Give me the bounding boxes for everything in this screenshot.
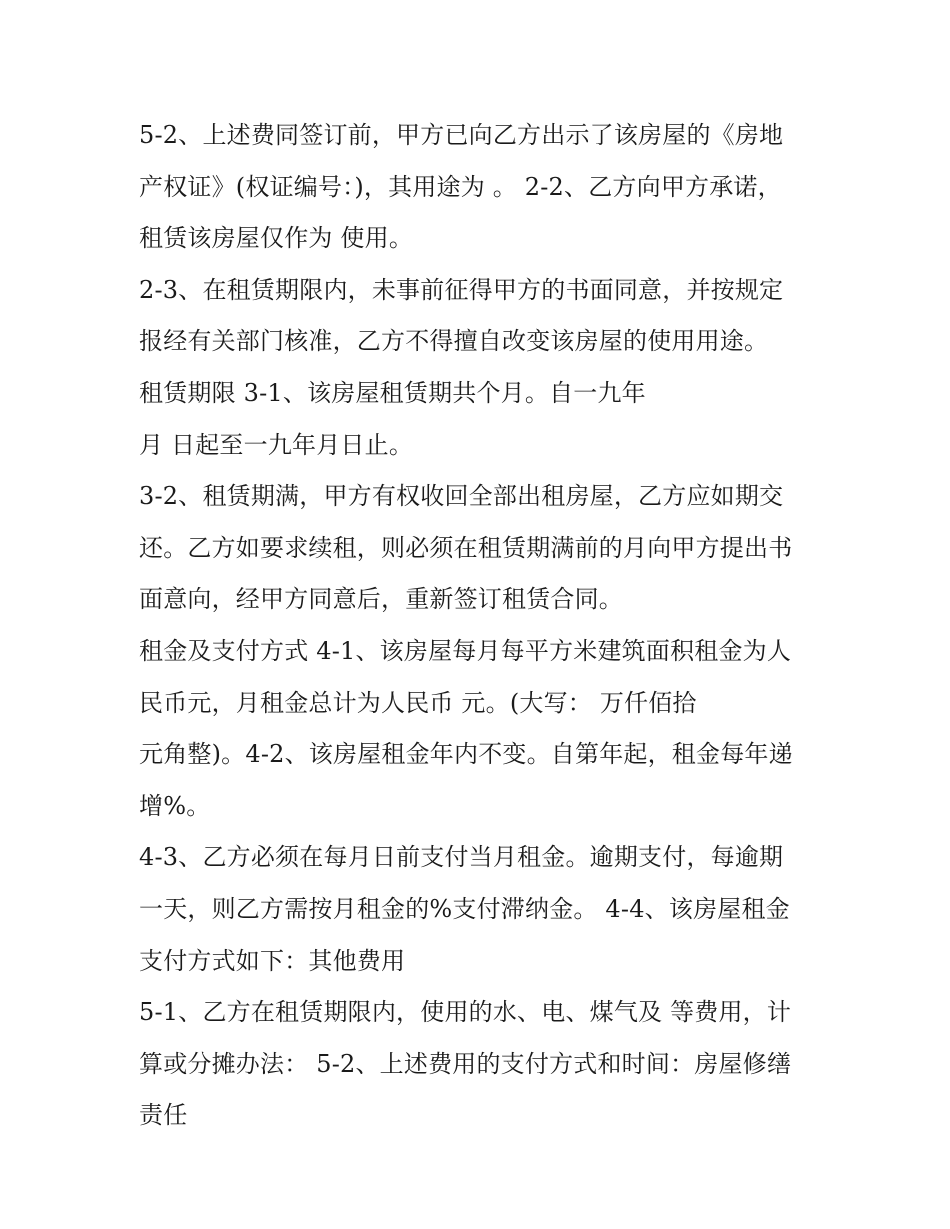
text-line: 租赁该房屋仅作为 使用。 [139, 224, 414, 253]
text-line: 租赁期限 3-1、该房屋租赁期共个月。自一九年 [139, 378, 646, 407]
text-line: 算或分摊办法： 5-2、上述费用的支付方式和时间：房屋修缮 [139, 1049, 792, 1078]
text-line: 面意向，经甲方同意后，重新签订租赁合同。 [139, 585, 623, 614]
text-line: 3-2、租赁期满，甲方有权收回全部出租房屋，乙方应如期交 [139, 482, 784, 511]
text-line: 还。乙方如要求续租，则必须在租赁期满前的月向甲方提出书 [139, 533, 793, 562]
text-line: 支付方式如下：其他费用 [139, 946, 406, 975]
text-line: 产权证》(权证编号：)，其用途为 。 2-2、乙方向甲方承诺， [139, 172, 782, 201]
text-line: 2-3、在租赁期限内，未事前征得甲方的书面同意，并按规定 [139, 275, 784, 304]
text-line: 月 日起至一九年月日止。 [139, 430, 414, 459]
text-line: 5-2、上述费同签订前，甲方已向乙方出示了该房屋的《房地 [139, 121, 784, 149]
text-line: 5-1、乙方在租赁期限内，使用的水、电、煤气及 等费用，计 [139, 998, 792, 1027]
text-line: 民币元，月租金总计为人民币 元。(大写： 万仟佰拾 [139, 688, 697, 717]
text-line: 一天，则乙方需按月租金的%支付滞纳金。 4-4、该房屋租金 [139, 894, 790, 923]
text-line: 增%。 [139, 791, 211, 820]
text-line: 责任 [139, 1101, 188, 1130]
text-line: 4-3、乙方必须在每月日前支付当月租金。逾期支付，每逾期 [139, 843, 784, 872]
text-line: 元角整)。4-2、该房屋租金年内不变。自第年起，租金每年递 [139, 740, 793, 769]
document-body [139, 110, 829, 1142]
text-line: 租金及支付方式 4-1、该房屋每月每平方米建筑面积租金为人 [139, 636, 792, 665]
text-line: 报经有关部门核准，乙方不得擅自改变该房屋的使用用途。 [139, 327, 769, 356]
